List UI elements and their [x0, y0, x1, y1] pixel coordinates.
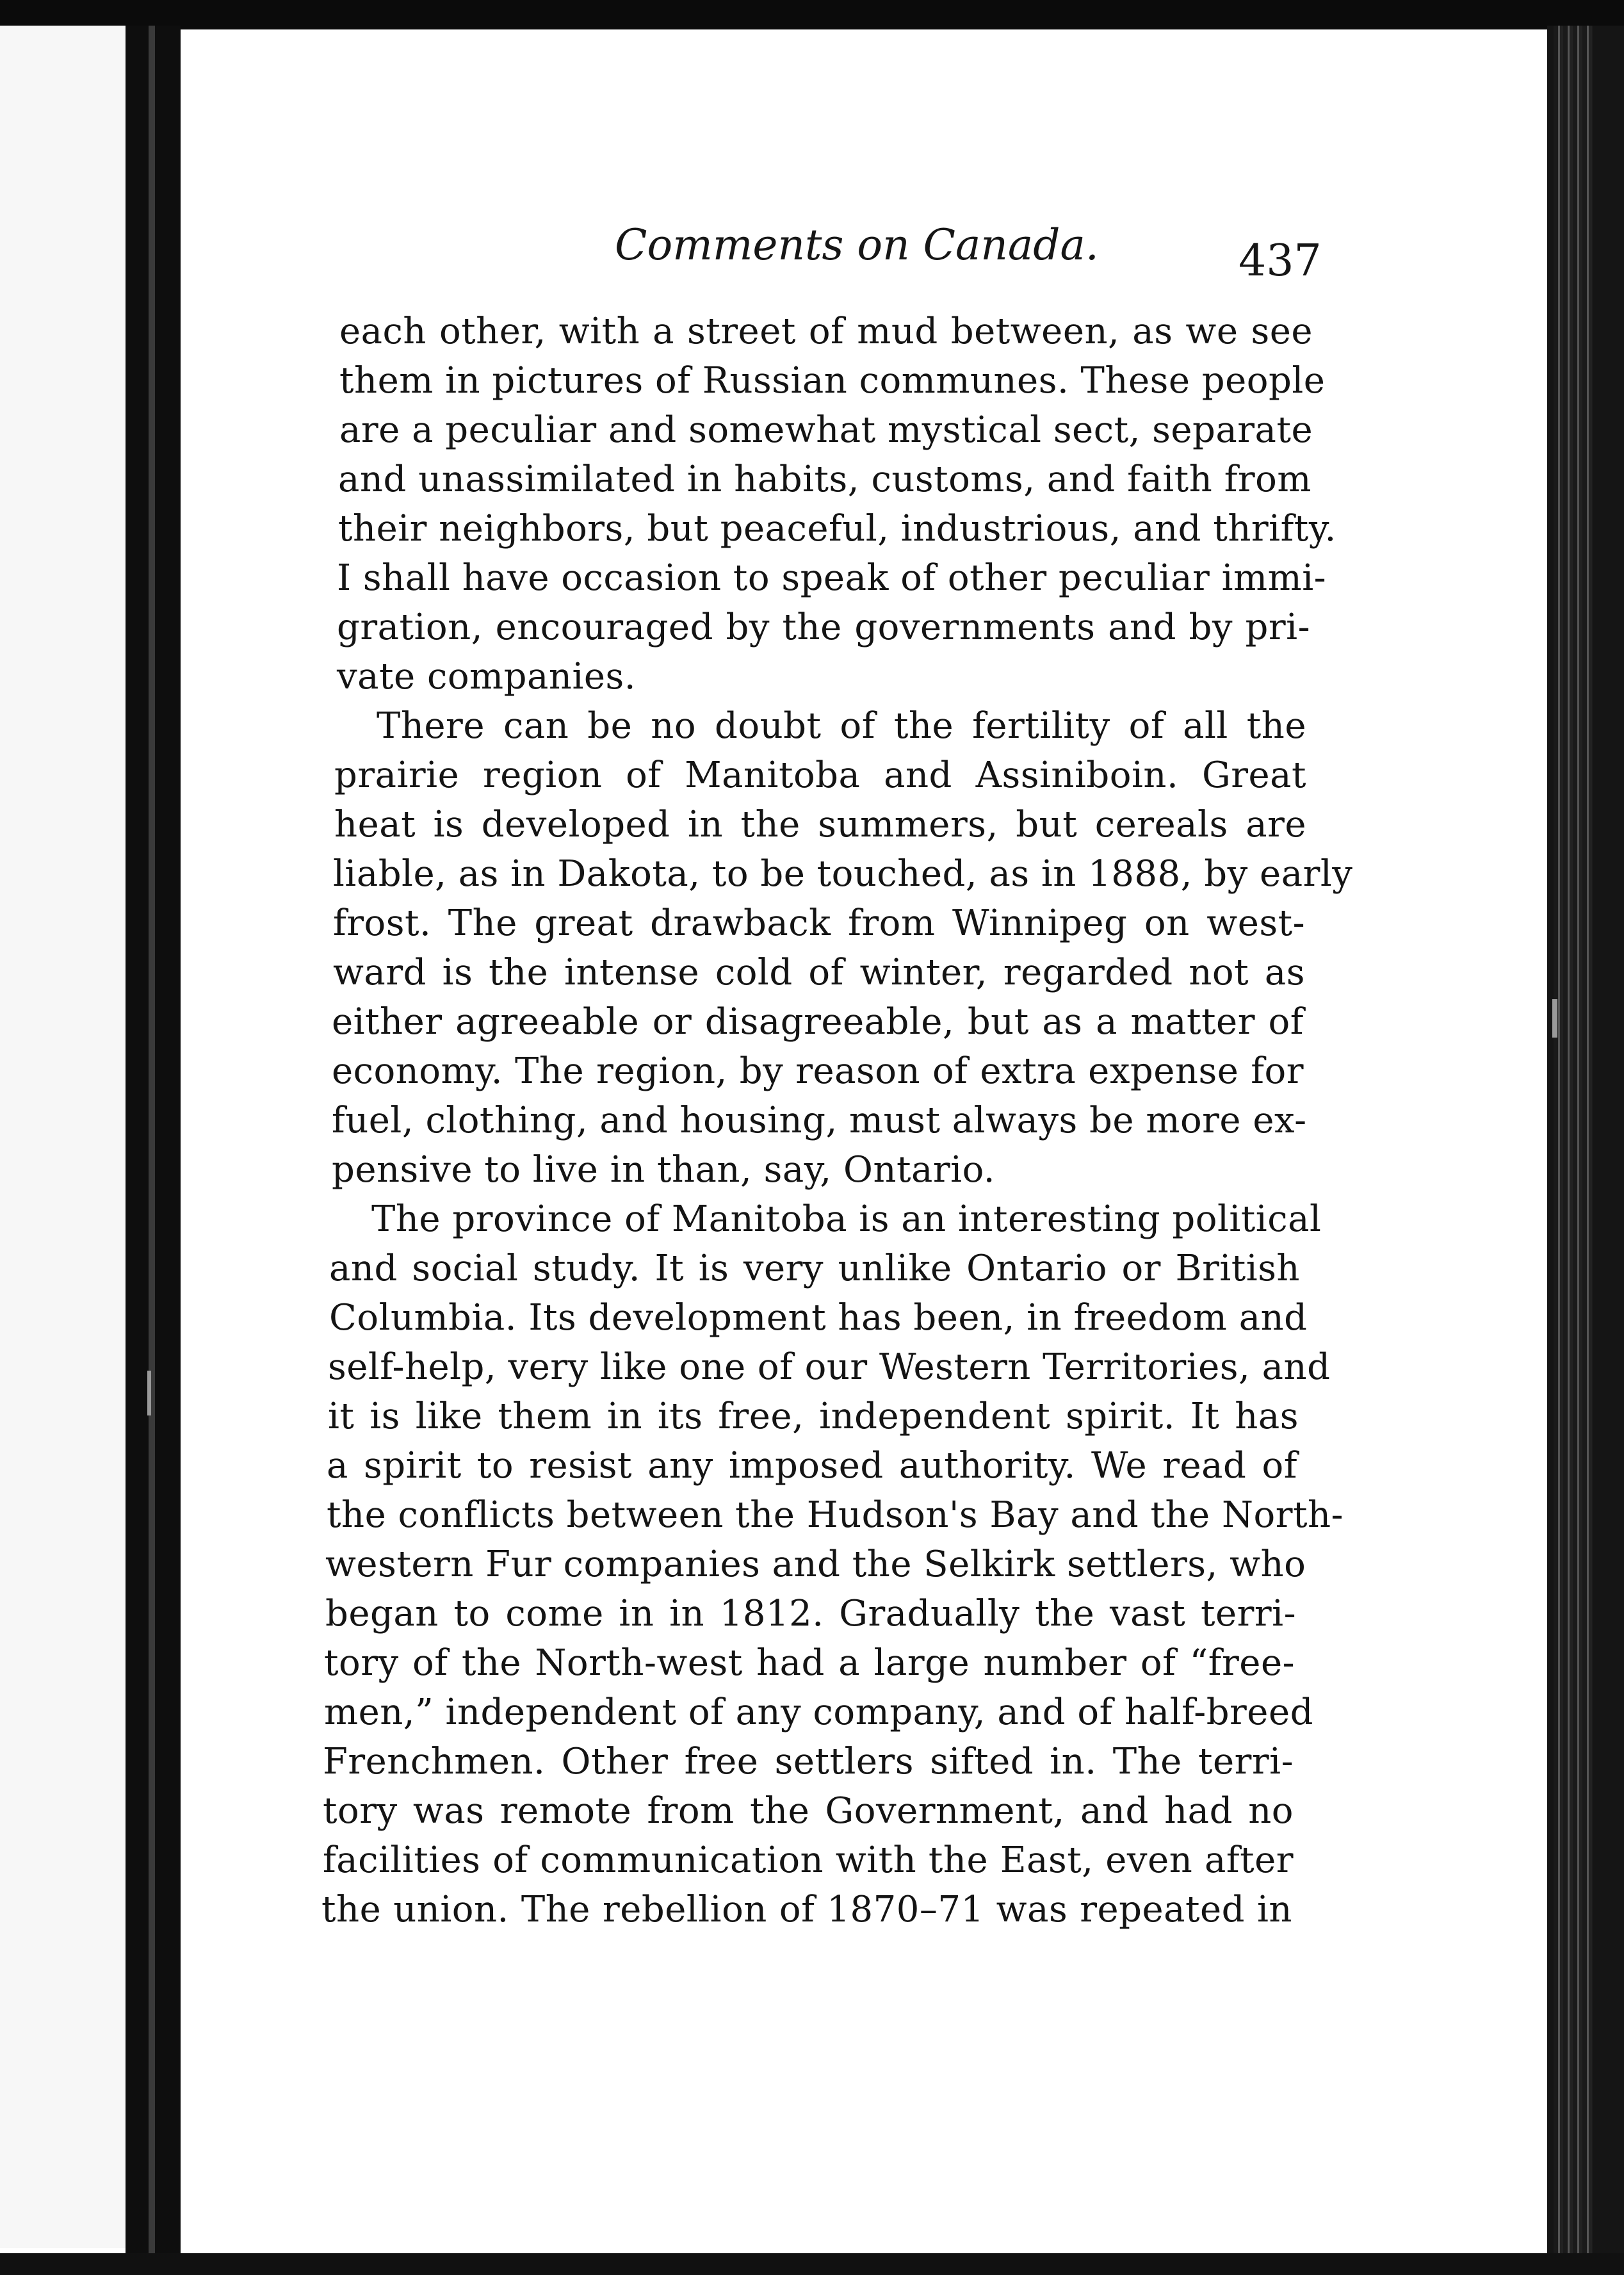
- text-line: I shall have occasion to speak of other peculiar immi-: [337, 557, 1327, 599]
- text-line: There can be no doubt of the fertility of all the: [377, 705, 1306, 747]
- text-line: and unassimilated in habits, customs, and faith from: [338, 459, 1311, 500]
- text-line: ward is the intense cold of winter, regarded not as: [333, 952, 1305, 993]
- text-line: The province of Manitoba is an interesting political: [371, 1198, 1322, 1240]
- text-line: either agreeable or disagreeable, but as a matter of: [332, 1001, 1304, 1043]
- text-line: it is like them in its free, independent spirit. It has: [328, 1396, 1299, 1437]
- text-line: men,” independent of any company, and of half-breed: [324, 1692, 1313, 1733]
- text-line: each other, with a street of mud between, as we see: [339, 311, 1313, 352]
- text-line: and social study. It is very unlike Ontario or British: [329, 1248, 1300, 1289]
- text-line: the union. The rebellion of 1870–71 was repeated in: [321, 1889, 1292, 1930]
- text-line: tory of the North-west had a large number of “free-: [324, 1642, 1295, 1684]
- text-line: gration, encouraged by the governments and by pri-: [337, 607, 1310, 648]
- text-line: facilities of communication with the East, even after: [323, 1839, 1294, 1881]
- text-line: them in pictures of Russian communes. These people: [339, 360, 1326, 402]
- text-line: Frenchmen. Other free settlers sifted in. The terri-: [323, 1741, 1294, 1782]
- text-line: self-help, very like one of our Western Territories, and: [328, 1346, 1331, 1388]
- text-line: Columbia. Its development has been, in freedom and: [329, 1297, 1308, 1339]
- text-line: prairie region of Manitoba and Assiniboin. Great: [334, 754, 1306, 796]
- text-line: western Fur companies and the Selkirk settlers, who: [325, 1544, 1306, 1585]
- text-line: tory was remote from the Government, and had no: [323, 1790, 1294, 1832]
- running-head: Comments on Canada.: [615, 220, 1099, 270]
- text-line: a spirit to resist any imposed authority. We read of: [327, 1445, 1297, 1487]
- text-line: vate companies.: [337, 656, 637, 697]
- text-line: are a peculiar and somewhat mystical sect, separate: [339, 409, 1313, 451]
- text-line: liable, as in Dakota, to be touched, as in 1888, by early: [333, 853, 1353, 895]
- text-line: economy. The region, by reason of extra expense for: [332, 1050, 1304, 1092]
- page-number: 437: [1238, 236, 1322, 286]
- text-line: heat is developed in the summers, but cereals are: [334, 804, 1306, 845]
- text-line: pensive to live in than, say, Ontario.: [332, 1149, 996, 1191]
- text-line: began to come in in 1812. Gradually the vast terri-: [325, 1593, 1296, 1635]
- text-line: their neighbors, but peaceful, industrious, and thrifty.: [338, 508, 1336, 550]
- text-line: the conflicts between the Hudson's Bay and the North-: [327, 1494, 1344, 1536]
- text-line: fuel, clothing, and housing, must always be more ex-: [332, 1100, 1307, 1141]
- text-line: frost. The great drawback from Winnipeg on west-: [333, 902, 1305, 944]
